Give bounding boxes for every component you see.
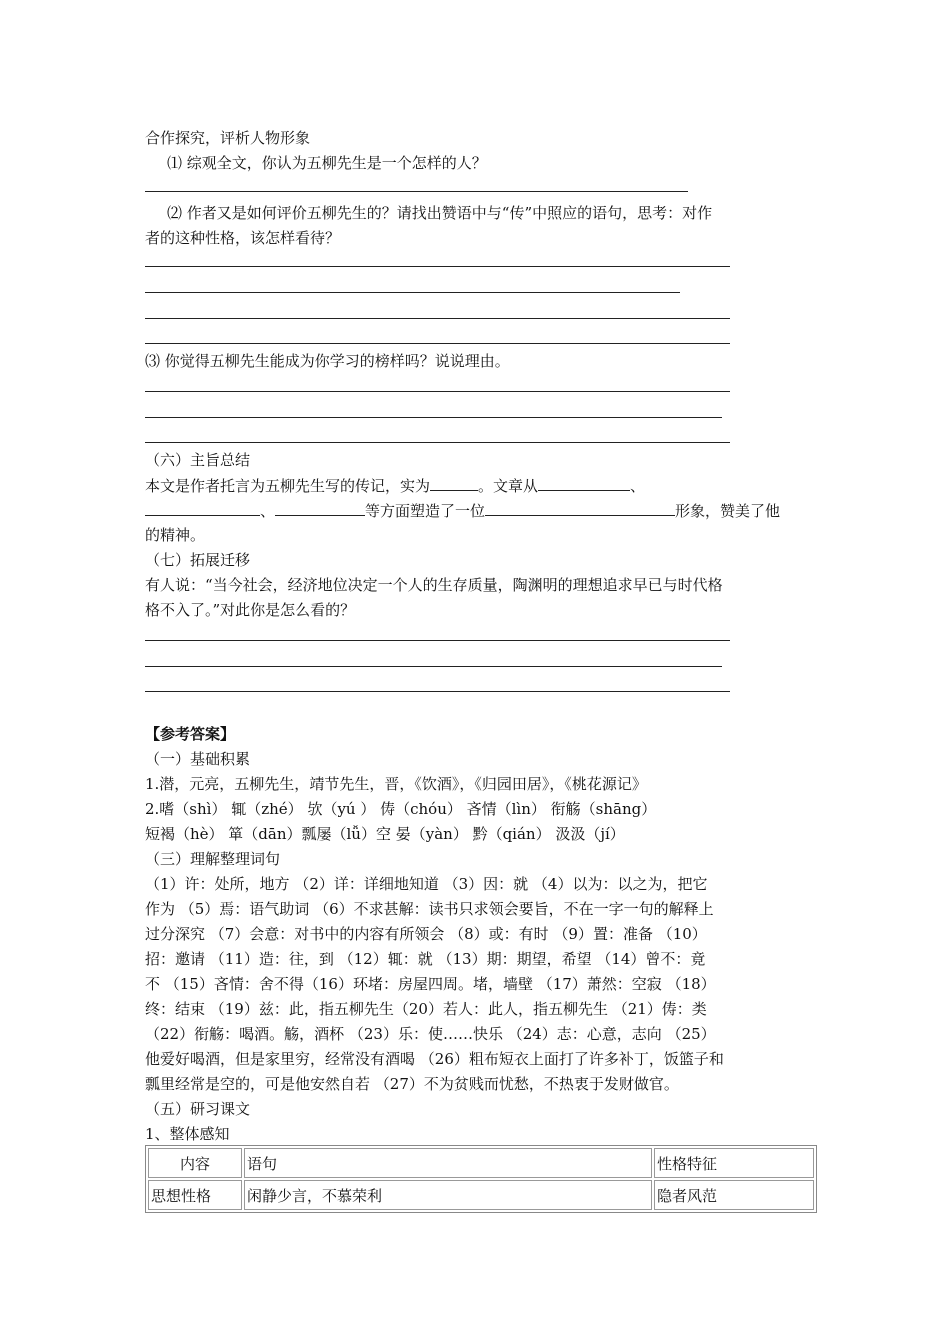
part5-subheading: 1、整体感知: [145, 1125, 230, 1143]
answer-item-2-line-1: 2.嗜（shì） 辄（zhé） 欤（yú ） 俦（chóu） 吝情（lìn） 衔觞（shāng）: [145, 800, 657, 818]
theme-text: 、: [260, 502, 276, 520]
table-cell: 闲静少言，不慕荣利: [244, 1180, 652, 1210]
part3-line: 终：结束 （19）兹：此，指五柳先生（20）若人：此人，指五柳先生 （21）俦：类: [145, 1000, 707, 1018]
table-header-cell: 语句: [244, 1148, 652, 1178]
theme-heading: （六）主旨总结: [145, 451, 251, 469]
part3-line: 瓢里经常是空的，可是他安然自若 （27）不为贫贱而忧愁，不热衷于发财做官。: [145, 1075, 679, 1093]
question-1: ⑴ 综观全文，你认为五柳先生是一个怎样的人？: [167, 154, 487, 172]
part3-line: 他爱好喝酒，但是家里穷，经常没有酒喝 （26）粗布短衣上面打了许多补丁，饭篮子和: [145, 1050, 724, 1068]
fill-blank: [430, 475, 478, 491]
answer-line: [145, 640, 730, 641]
theme-line-2: [145, 500, 780, 520]
part3-heading: （三）理解整理词句: [145, 850, 281, 868]
fill-blank: [145, 500, 260, 516]
part3-line: （22）衔觞：喝酒。觞，酒杯 （23）乐：使……快乐 （24）志：心意，志向 （25）: [145, 1025, 716, 1043]
theme-line-3: 的精神。: [145, 526, 206, 544]
table-header-cell: 性格特征: [654, 1148, 814, 1178]
table-header-row: [148, 1148, 814, 1178]
extend-heading: （七）拓展迁移: [145, 551, 251, 569]
part3-line: 招：邀请 （11）造：往，到 （12）辄：就 （13）期：期望，希望 （14）曾不：竟: [145, 950, 706, 968]
answers-heading: 【参考答案】: [145, 725, 236, 743]
theme-text: 、: [630, 477, 646, 495]
answer-line: [145, 191, 688, 192]
fill-blank: [538, 475, 630, 491]
question-2-line-1: ⑵ 作者又是如何评价五柳先生的？请找出赞语中与“传”中照应的语句，思考：对作: [167, 204, 713, 222]
table-header-cell: 内容: [148, 1148, 242, 1178]
table-cell: 思想性格: [148, 1180, 242, 1210]
fill-blank: [485, 500, 675, 516]
table-cell: 隐者风范: [654, 1180, 814, 1210]
theme-text: 等方面塑造了一位: [365, 502, 486, 520]
theme-text: 。文章从: [478, 477, 539, 495]
part5-heading: （五）研习课文: [145, 1100, 251, 1118]
theme-line-1: [145, 475, 645, 495]
table-row: [148, 1180, 814, 1210]
answer-item-1: 1.潜，元亮，五柳先生，靖节先生，晋，《饮酒》，《归园田居》，《桃花源记》: [145, 775, 647, 793]
answer-line: [145, 266, 730, 267]
part3-line: 过分深究 （7）会意：对书中的内容有所领会 （8）或：有时 （9）置：准备 （10）: [145, 925, 707, 943]
answer-line: [145, 417, 722, 418]
extend-line-1: 有人说：“当今社会，经济地位决定一个人的生存质量，陶渊明的理想追求早已与时代格: [145, 576, 723, 594]
summary-table: [145, 1145, 817, 1213]
question-2-line-2: 者的这种性格，该怎样看待？: [145, 229, 341, 247]
part3-line: （1）许：处所，地方 （2）详：详细地知道 （3）因：就 （4）以为：以之为，把它: [145, 875, 708, 893]
answer-line: [145, 666, 722, 667]
answer-line: [145, 391, 730, 392]
answer-line: [145, 343, 730, 344]
answer-line: [145, 442, 730, 443]
answer-line: [145, 318, 730, 319]
part3-line: 不 （15）吝情：舍不得（16）环堵：房屋四周。堵，墙壁 （17）萧然：空寂 （18）: [145, 975, 716, 993]
fill-blank: [275, 500, 365, 516]
extend-line-2: 格不入了。”对此你是怎么看的？: [145, 601, 356, 619]
theme-text: 本文是作者托言为五柳先生写的传记，实为: [145, 477, 431, 495]
question-3: ⑶ 你觉得五柳先生能成为你学习的榜样吗？说说理由。: [145, 352, 510, 370]
theme-text: 形象，赞美了他: [675, 502, 781, 520]
answer-item-2-line-2: 短褐（hè） 箪（dān）瓢屡（lǚ）空 晏（yàn） 黔（qián） 汲汲（jí）: [145, 825, 625, 843]
answer-line: [145, 292, 680, 293]
part1-heading: （一）基础积累: [145, 750, 251, 768]
answer-line: [145, 691, 730, 692]
explore-title: 合作探究，评析人物形象: [145, 129, 311, 147]
part3-line: 作为 （5）焉：语气助词 （6）不求甚解：读书只求领会要旨，不在一字一句的解释上: [145, 900, 714, 918]
